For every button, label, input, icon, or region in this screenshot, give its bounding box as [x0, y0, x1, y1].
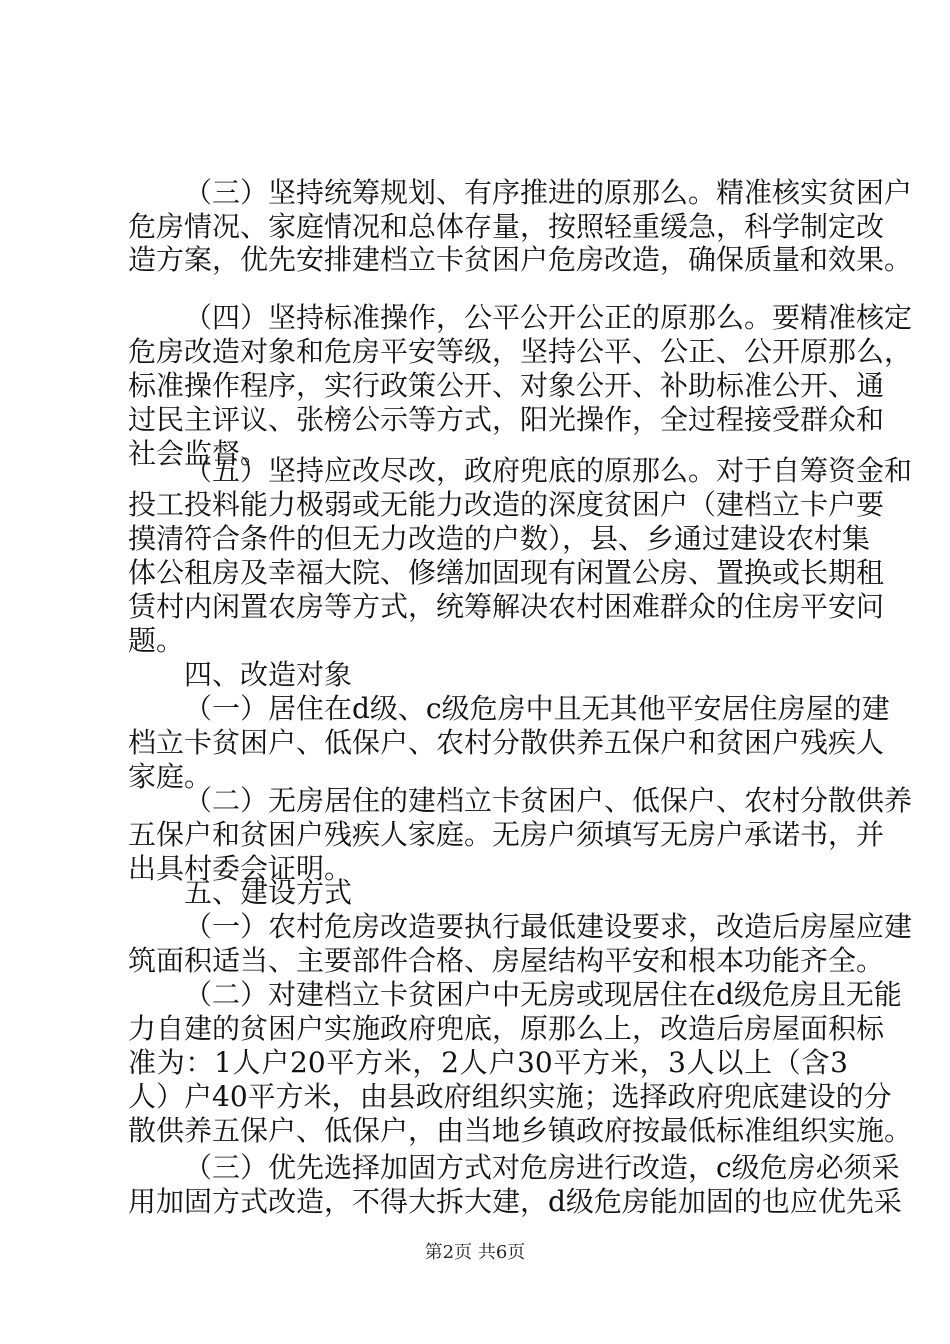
text-line: 题。	[128, 624, 185, 657]
text-line: （一）居住在d级、c级危房中且无其他平安居住房屋的建	[184, 692, 890, 725]
text-line: 力自建的贫困户实施政府兜底，原那么上，改造后房屋面积标	[128, 1012, 885, 1045]
text-line: 散供养五保户、低保户，由当地乡镇政府按最低标准组织实施。	[128, 1114, 913, 1147]
text-line: （三）优先选择加固方式对危房进行改造，c级危房必须采	[184, 1151, 900, 1184]
text-line: 筑面积适当、主要部件合格、房屋结构平安和根本功能齐全。	[128, 944, 885, 977]
text-line: 出具村委会证明。	[128, 852, 353, 885]
text-line: 家庭。	[128, 760, 213, 793]
text-line: 体公租房及幸福大院、修缮加固现有闲置公房、置换或长期租	[128, 556, 885, 589]
text-line: （二）对建档立卡贫困户中无房或现居住在d级危房且无能	[184, 978, 902, 1011]
text-line: 用加固方式改造，不得大拆大建，d级危房能加固的也应优先采	[128, 1185, 902, 1218]
text-line: 标准操作程序，实行政策公开、对象公开、补助标准公开、通	[128, 369, 885, 402]
text-line: （五）坚持应改尽改，政府兜底的原那么。对于自筹资金和	[184, 454, 913, 487]
page-footer: 第2页 共6页	[424, 1242, 526, 1263]
text-line: 准为：1人户20平方米，2人户30平方米，3人以上（含3	[128, 1046, 848, 1079]
section-heading: 五、建设方式	[184, 876, 353, 909]
text-line: 投工投料能力极弱或无能力改造的深度贫困户（建档立卡户要	[128, 488, 885, 521]
text-line: 造方案，优先安排建档立卡贫困户危房改造，确保质量和效果。	[128, 243, 913, 276]
text-line: 危房情况、家庭情况和总体存量，按照轻重缓急，科学制定改	[128, 210, 885, 243]
text-line: 危房改造对象和危房平安等级，坚持公平、公正、公开原那么，	[128, 335, 913, 368]
text-line: 五保户和贫困户残疾人家庭。无房户须填写无房户承诺书，并	[128, 818, 885, 851]
text-line: （三）坚持统筹规划、有序推进的原那么。精准核实贫困户	[184, 176, 913, 209]
text-line: 过民主评议、张榜公示等方式，阳光操作，全过程接受群众和	[128, 403, 885, 436]
text-line: （一）农村危房改造要执行最低建设要求，改造后房屋应建	[184, 910, 913, 943]
text-line: （二）无房居住的建档立卡贫困户、低保户、农村分散供养	[184, 784, 913, 817]
text-line: 赁村内闲置农房等方式，统筹解决农村困难群众的住房平安问	[128, 590, 885, 623]
text-line: 社会监督。	[128, 437, 269, 470]
text-line: 档立卡贫困户、低保户、农村分散供养五保户和贫困户残疾人	[128, 726, 885, 759]
section-heading: 四、改造对象	[184, 658, 353, 691]
text-line: 人）户40平方米，由县政府组织实施；选择政府兜底建设的分	[128, 1080, 892, 1113]
text-line: 摸清符合条件的但无力改造的户数），县、乡通过建设农村集	[128, 522, 871, 555]
text-line: （四）坚持标准操作，公平公开公正的原那么。要精准核定	[184, 301, 913, 334]
